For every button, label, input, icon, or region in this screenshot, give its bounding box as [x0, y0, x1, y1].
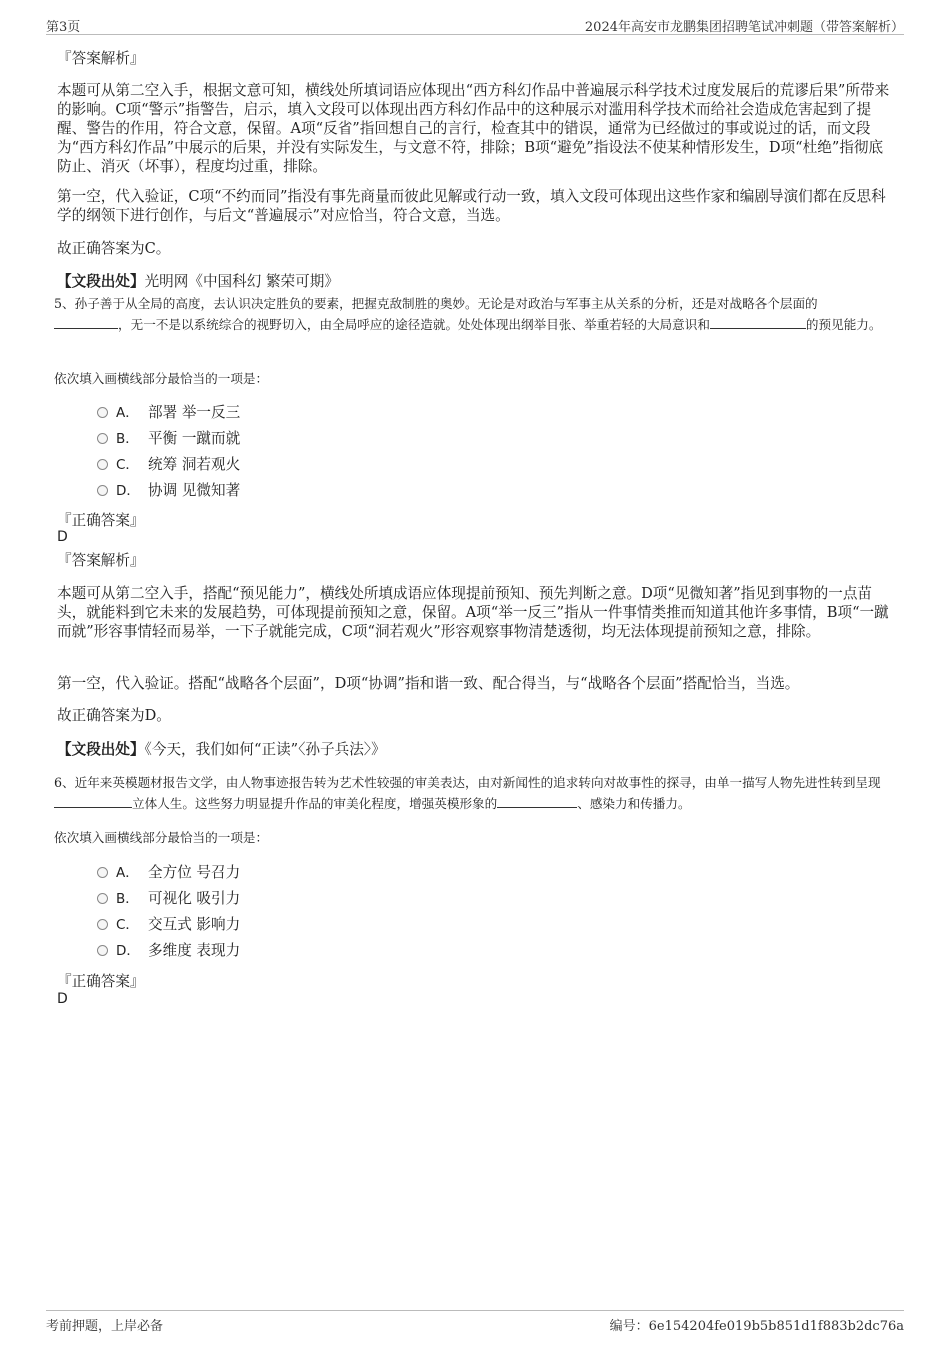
radio-icon[interactable]	[97, 433, 108, 444]
q6-answer: D	[57, 991, 68, 1007]
q5-analysis-para1: 本题可从第二空入手，搭配“预见能力”，横线处所填成语应体现提前预知、预先判断之意。D项“见微知著”指见到事物的一点苗头，就能料到它未来的发展趋势，可体现提前预知之意，保留。A项“举一反三”指从一件事情类推而知道其他许多事情，B项“一蹴而就”形容事情轻而易举，一下子就能完成，C项“洞若观火”形容观察事物清楚透彻，均无法体现提前预知之意，排除。	[57, 585, 889, 640]
q5-blank-1	[54, 314, 118, 329]
q5-stem-part3: 的预见能力。	[805, 317, 882, 332]
q5-stem-part1: 5、孙子善于从全局的高度，去认识决定胜负的要素，把握克敌制胜的奥妙。无论是对政治与军事主从关系的分析，还是对战略各个层面的	[54, 296, 818, 311]
q6-answer-label: 『正确答案』	[57, 973, 145, 990]
q5-option-a[interactable]: A． 部署 举一反三	[97, 404, 240, 422]
q5-option-c[interactable]: C． 统筹 洞若观火	[97, 456, 240, 474]
radio-icon[interactable]	[97, 485, 108, 496]
q5-source-title: 《今天，我们如何“正读”〈孙子兵法〉》	[144, 741, 386, 758]
document-id: 编号：6e154204fe019b5b851d1f883b2dc76a	[609, 1319, 904, 1334]
q6-blank-2	[497, 793, 577, 808]
q5-answer-label: 『正确答案』	[57, 512, 145, 529]
radio-icon[interactable]	[97, 459, 108, 470]
q5-stem	[54, 294, 894, 335]
q5-analysis-label: 『答案解析』	[57, 552, 145, 569]
radio-icon[interactable]	[97, 945, 108, 956]
q6-stem-part1: 6、近年来英模题材报告文学，由人物事迹报告转为艺术性较强的审美表达，由对新闻性的追求转向对故事性的探寻，由单一描写人物先进性转到呈现	[54, 775, 881, 790]
q4-analysis-para1: 本题可从第二空入手，根据文意可知，横线处所填词语应体现出“西方科幻作品中普遍展示科学技术过度发展后的荒谬后果”所带来的影响。C项“警示”指警告，启示，填入文段可以体现出西方科幻作品中的这种展示对滥用科学技术而给社会造成危害起到了提醒、警告的作用，符合文意，保留。A项“反省”指回想自己的言行，检查其中的错误，通常为已经做过的事或说过的话，而文段为“西方科幻作品”中展示的后果，并没有实际发生，与文意不符，排除；B项“避免”指设法不使某种情形发生，D项“杜绝”指彻底防止、消灭（坏事），程度均过重，排除。	[57, 82, 890, 175]
q6-stem-part3: 、感染力和传播力。	[577, 796, 691, 811]
q4-analysis-label: 『答案解析』	[57, 50, 145, 67]
q6-instruction: 依次填入画横线部分最恰当的一项是：	[54, 830, 269, 845]
radio-icon[interactable]	[97, 919, 108, 930]
q5-stem-part2: ，无一不是以系统综合的视野切入，由全局呼应的途径造就。处处体现出纲举目张、举重若轻的大局意识和	[118, 317, 710, 332]
q6-stem-part2: 立体人生。这些努力明显提升作品的审美化程度，增强英模形象的	[132, 796, 498, 811]
q6-blank-1	[54, 793, 132, 808]
page-number: 第3页	[46, 20, 81, 35]
q6-option-c[interactable]: C． 交互式 影响力	[97, 916, 240, 934]
footer-slogan: 考前押题，上岸必备	[46, 1319, 164, 1334]
q4-source	[57, 272, 893, 291]
q5-source	[57, 740, 893, 759]
q5-conclusion: 故正确答案为D。	[57, 707, 171, 724]
q4-analysis-para2: 第一空，代入验证，C项“不约而同”指没有事先商量而彼此见解或行动一致，填入文段可体现出这些作家和编剧导演们都在反思科学的纲领下进行创作，与后文“普遍展示”对应恰当，符合文意，当选。	[57, 188, 886, 224]
page-header	[46, 14, 904, 35]
q5-option-b[interactable]: B． 平衡 一蹴而就	[97, 430, 240, 448]
q4-conclusion: 故正确答案为C。	[57, 240, 171, 257]
document-title: 2024年高安市龙鹏集团招聘笔试冲刺题（带答案解析）	[584, 20, 904, 35]
q5-answer: D	[57, 529, 68, 545]
q5-analysis-para2: 第一空，代入验证。搭配“战略各个层面”，D项“协调”指和谐一致、配合得当，与“战略各个层面”搭配恰当，当选。	[57, 675, 800, 692]
page-footer	[46, 1310, 904, 1333]
q4-source-title: 光明网《中国科幻 繁荣可期》	[144, 273, 339, 290]
q5-blank-2	[710, 314, 806, 329]
q6-option-a[interactable]: A． 全方位 号召力	[97, 864, 240, 882]
q4-source-label: 【文段出处】	[57, 273, 145, 290]
radio-icon[interactable]	[97, 893, 108, 904]
q5-source-label: 【文段出处】	[57, 741, 145, 758]
q5-option-d[interactable]: D． 协调 见微知著	[97, 482, 240, 500]
q5-instruction: 依次填入画横线部分最恰当的一项是：	[54, 371, 269, 386]
radio-icon[interactable]	[97, 407, 108, 418]
q6-option-d[interactable]: D． 多维度 表现力	[97, 942, 240, 960]
radio-icon[interactable]	[97, 867, 108, 878]
q6-stem	[54, 773, 894, 814]
q6-option-b[interactable]: B． 可视化 吸引力	[97, 890, 240, 908]
